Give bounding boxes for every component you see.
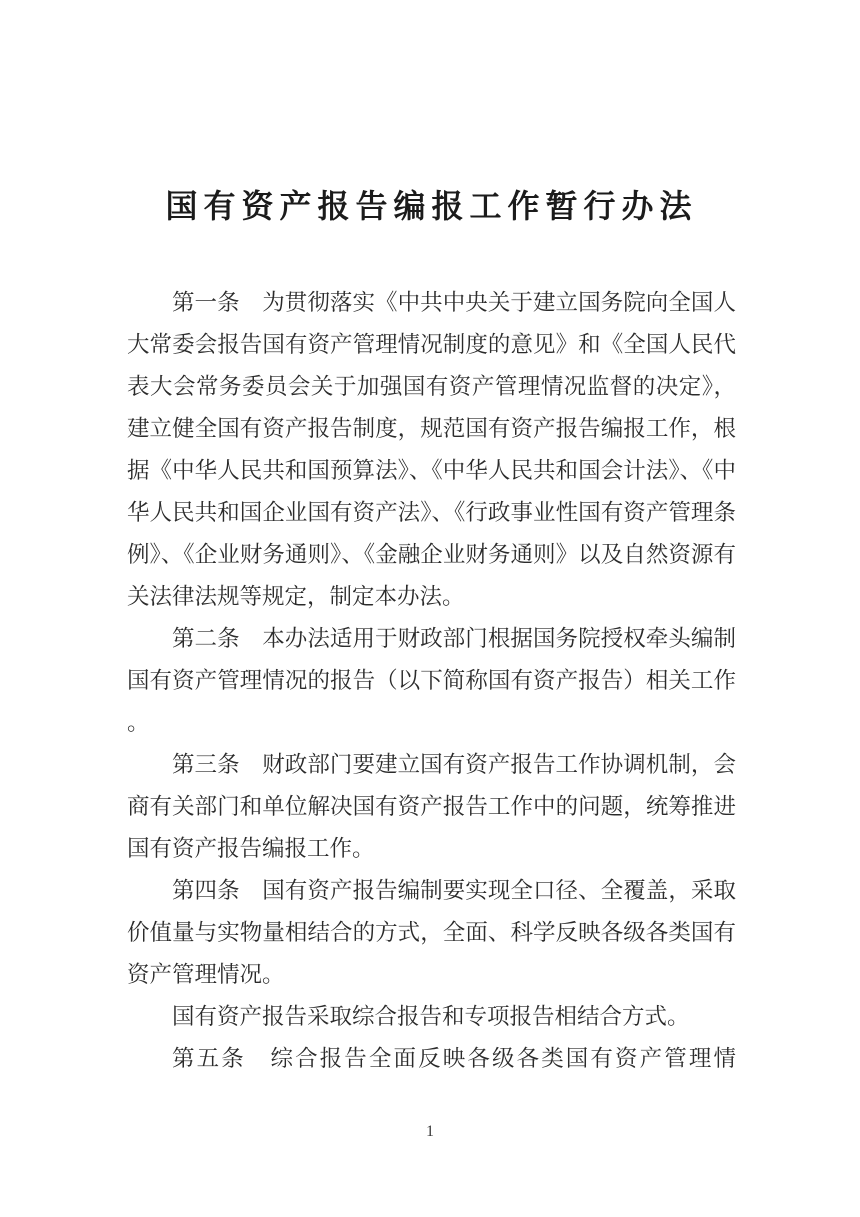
paragraph-article-3: 第三条 财政部门要建立国有资产报告工作协调机制，会商有关部门和单位解决国有资产报告工作中的问题，统筹推进国有资产报告编报工作。 [127,752,736,861]
paragraph-report-types: 国有资产报告采取综合报告和专项报告相结合方式。 [172,1004,690,1029]
paragraph-article-2: 第二条 本办法适用于财政部门根据国务院授权牵头编制国有资产管理情况的报告（以下简称国有资产报告）相关工作。 [127,626,736,735]
document-body [127,282,736,1080]
document-title: 国有资产报告编报工作暂行办法 [165,188,698,224]
paragraph-article-5-continued: 第五条 综合报告全面反映各级各类国有资产管理情 [172,1046,736,1071]
page-number: 1 [426,1123,434,1140]
paragraph-article-1: 第一条 为贯彻落实《中共中央关于建立国务院向全国人大常委会报告国有资产管理情况制度的意见》和《全国人民代表大会常务委员会关于加强国有资产管理情况监督的决定》，建立健全国有资产报告制度，规范国有资产报告编报工作，根据《中华人民共和国预算法》、《中华人民共和国会计法》、《中华人民共和国企业国有资产法》、《行政事业性国有资产管理条例》、《企业财务通则》、《金融企业财务通则》以及自然资源有关法律法规等规定，制定本办法。 [127,290,736,609]
paragraph-article-4: 第四条 国有资产报告编制要实现全口径、全覆盖，采取价值量与实物量相结合的方式，全面、科学反映各级各类国有资产管理情况。 [127,878,736,987]
